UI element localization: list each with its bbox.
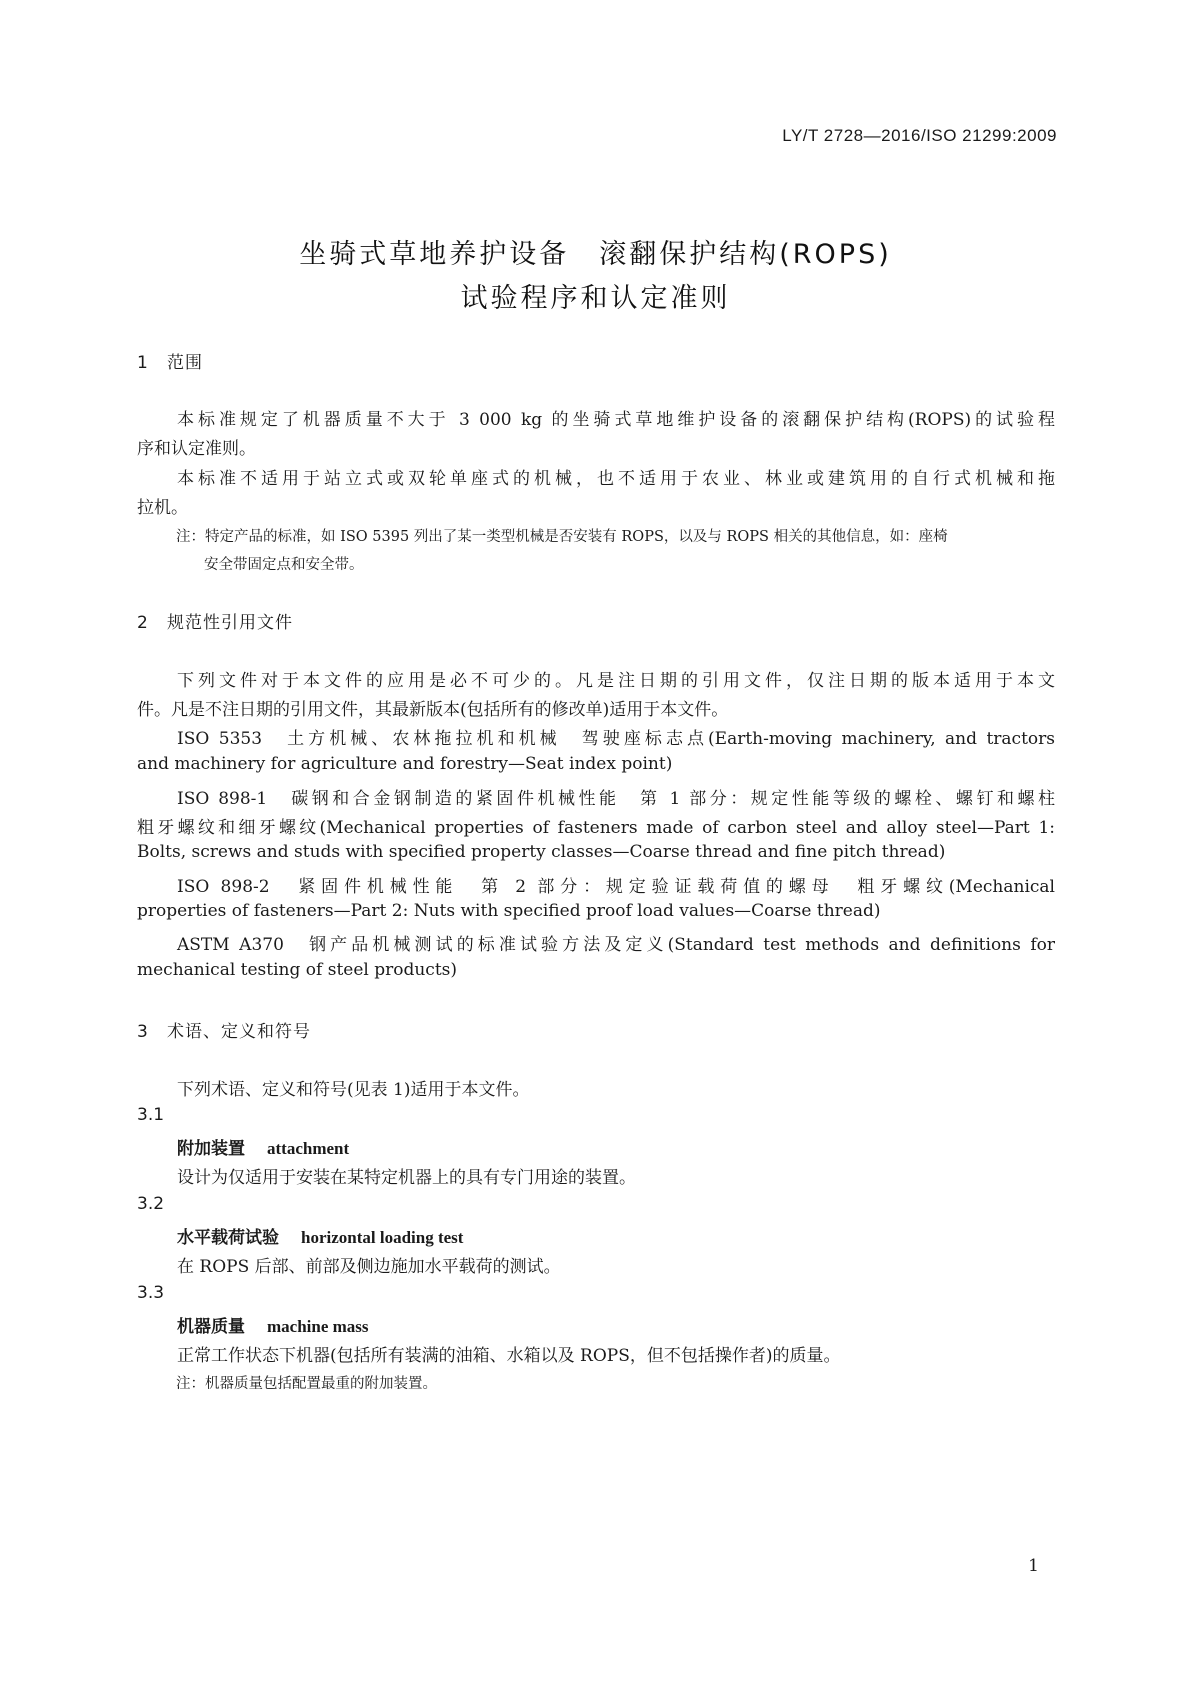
ref-iso5353-line2: and machinery for agriculture and forestry—Seat index point) [137, 754, 673, 774]
standard-code: LY/T 2728—2016/ISO 21299:2009 [782, 126, 1057, 145]
term-3-3-definition: 正常工作状态下机器(包括所有装满的油箱、水箱以及 ROPS，但不包括操作者)的质量。 [177, 1346, 841, 1366]
term-en: attachment [267, 1139, 350, 1158]
document-title-line2: 试验程序和认定准则 [460, 283, 731, 314]
term-3-1-number: 3.1 [137, 1105, 165, 1125]
section-3-heading [137, 1017, 311, 1042]
section-title: 范围 [167, 353, 203, 373]
term-3-1-definition: 设计为仅适用于安装在某特定机器上的具有专门用途的装置。 [177, 1168, 636, 1188]
note-label: 注： [176, 529, 205, 545]
ref-astm-a370-line2: mechanical testing of steel products) [137, 960, 458, 980]
term-3-1-title [177, 1134, 349, 1159]
page-number: 1 [1028, 1556, 1039, 1576]
s1-note [176, 525, 948, 546]
ref-iso898-1-line3: Bolts, screws and studs with specified property classes—Coarse thread and fine pitch thread) [137, 842, 946, 862]
note-text: 机器质量包括配置最重的附加装置。 [205, 1376, 437, 1392]
ref-iso5353-line1: ISO 5353 土方机械、农林拖拉机和机械 驾驶座标志点(Earth-moving machinery, and tractors [177, 729, 1055, 749]
s1-p1-line2: 序和认定准则。 [137, 439, 256, 459]
section-title: 术语、定义和符号 [167, 1022, 311, 1042]
term-en: horizontal loading test [301, 1228, 464, 1247]
term-cn: 机器质量 [177, 1317, 245, 1337]
term-3-2-title [177, 1223, 463, 1248]
section-2-heading [137, 608, 293, 633]
section-title: 规范性引用文件 [167, 613, 293, 633]
s3-intro: 下列术语、定义和符号(见表 1)适用于本文件。 [177, 1080, 530, 1100]
s1-p2-line2: 拉机。 [137, 498, 188, 518]
note-label: 注： [176, 1376, 205, 1392]
ref-iso898-2-line1: ISO 898-2 紧固件机械性能 第 2 部分：规定验证载荷值的螺母 粗牙螺纹(Mechanical [177, 877, 1055, 897]
section-number: 1 [137, 353, 149, 373]
ref-iso898-1-line2: 粗牙螺纹和细牙螺纹(Mechanical properties of fasteners made of carbon steel and alloy steel—Part 1: [137, 818, 1055, 838]
ref-iso898-1-line1: ISO 898-1 碳钢和合金钢制造的紧固件机械性能 第 1 部分：规定性能等级的螺栓、螺钉和螺柱 [177, 789, 1055, 809]
section-number: 2 [137, 613, 149, 633]
ref-iso898-2-line2: properties of fasteners—Part 2: Nuts with specified proof load values—Coarse thread) [137, 901, 881, 921]
s2-intro-line1: 下列文件对于本文件的应用是必不可少的。凡是注日期的引用文件，仅注日期的版本适用于本文 [177, 671, 1055, 691]
term-en: machine mass [267, 1317, 369, 1336]
term-3-3-title [177, 1312, 369, 1337]
term-3-2-definition: 在 ROPS 后部、前部及侧边施加水平载荷的测试。 [177, 1257, 561, 1277]
term-3-2-number: 3.2 [137, 1194, 165, 1214]
s2-intro-line2: 件。凡是不注日期的引用文件，其最新版本(包括所有的修改单)适用于本文件。 [137, 700, 729, 720]
section-number: 3 [137, 1022, 149, 1042]
ref-astm-a370-line1: ASTM A370 钢产品机械测试的标准试验方法及定义(Standard test methods and definitions for [177, 935, 1055, 955]
section-1-heading [137, 348, 203, 373]
document-title-line1: 坐骑式草地养护设备 滚翻保护结构(ROPS) [299, 239, 892, 270]
term-cn: 附加装置 [177, 1139, 245, 1159]
s1-p1-line1: 本标准规定了机器质量不大于 3 000 kg 的坐骑式草地维护设备的滚翻保护结构(ROPS)的试验程 [177, 410, 1055, 430]
term-3-3-note [176, 1372, 437, 1393]
s1-p2-line1: 本标准不适用于站立式或双轮单座式的机械，也不适用于农业、林业或建筑用的自行式机械和拖 [177, 469, 1055, 489]
term-cn: 水平载荷试验 [177, 1228, 279, 1248]
term-3-3-number: 3.3 [137, 1283, 165, 1303]
s1-note-line2: 安全带固定点和安全带。 [204, 557, 364, 573]
note-line1: 特定产品的标准，如 ISO 5395 列出了某一类型机械是否安装有 ROPS，以及与 ROPS 相关的其他信息，如：座椅 [205, 529, 948, 545]
